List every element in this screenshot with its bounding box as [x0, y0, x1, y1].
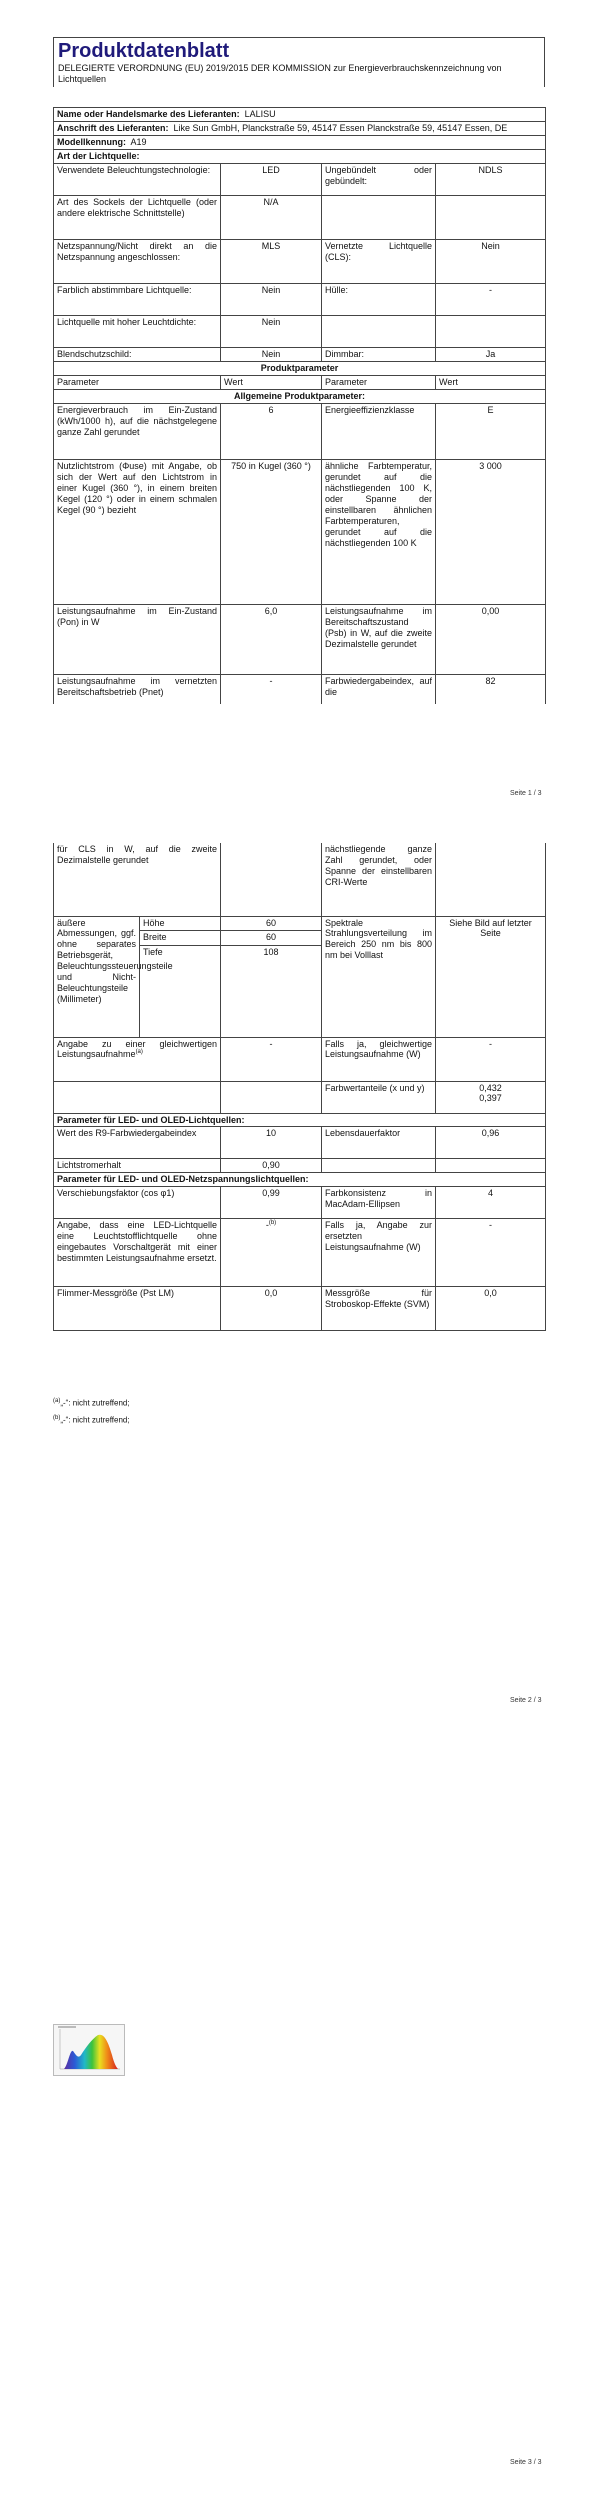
general-params-heading: Allgemeine Produktparameter: — [54, 389, 546, 403]
color-tunable-label: Farblich abstimmbare Lichtquelle: — [54, 283, 221, 315]
spectrum-chart-thumbnail — [53, 2024, 125, 2076]
footnote-b: $^{(b)}$„-“: nicht zutreffend; — [53, 1415, 130, 1425]
high-luminance-value: Nein — [221, 315, 322, 347]
high-luminance-label: Lichtquelle mit hoher Leuchtdichte: — [54, 315, 221, 347]
fluorescent-watt-value: - — [436, 1219, 546, 1287]
col-value-2: Wert — [436, 375, 546, 389]
mains-value: MLS — [221, 239, 322, 283]
light-source-type-heading: Art der Lichtquelle: — [54, 149, 546, 163]
energy-class-label: Energieeffizienzklasse — [322, 403, 436, 459]
energy-value: 6 — [221, 403, 322, 459]
dimmable-label: Dimmbar: — [322, 347, 436, 361]
macadam-value: 4 — [436, 1187, 546, 1219]
supplier-name: LALISU — [244, 109, 276, 119]
psb-value: 0,00 — [436, 604, 546, 674]
tech-value: LED — [221, 163, 322, 195]
energy-class-value: E — [436, 403, 546, 459]
chromaticity-y: 0,397 — [479, 1093, 502, 1104]
cls-label: Vernetzte Lichtquelle (CLS): — [322, 239, 436, 283]
width-value: 60 — [221, 931, 322, 946]
supplier-address-row: Anschrift des Lieferanten: Like Sun GmbH, Planckstraße 59, 45147 Essen Planckstraße 59, 45147 Essen, DE — [54, 121, 546, 135]
r9-value: 10 — [221, 1127, 322, 1159]
mains-params-heading: Parameter für LED- und OLED-Netzspannungslichtquellen: — [54, 1173, 546, 1187]
equiv-power-label: Angabe zu einer gleichwertigen Leistungsaufnahme$^{(a)}$ — [54, 1037, 221, 1081]
glare-value: Nein — [221, 347, 322, 361]
power-factor-value: 0,99 — [221, 1187, 322, 1219]
cct-label: ähnliche Farbtemperatur, gerundet auf die nächstliegenden 100 K, oder Spanne der einstellbaren ähnlichen Farbtemperaturen, gerundet auf die nächstliegenden 100 K — [322, 459, 436, 604]
dimmable-value: Ja — [436, 347, 546, 361]
cls-value: Nein — [436, 239, 546, 283]
supplier-address: Like Sun GmbH, Planckstraße 59, 45147 Essen Planckstraße 59, 45147 Essen, DE — [173, 122, 508, 133]
tech-label: Verwendete Beleuchtungstechnologie: — [54, 163, 221, 195]
energy-label: Energieverbrauch im Ein-Zustand (kWh/1000 h), auf die nächstgelegene ganze Zahl gerundet — [54, 403, 221, 459]
svm-value: 0,0 — [436, 1287, 546, 1331]
col-param-2: Parameter — [322, 375, 436, 389]
cri-label-part1: Farbwiedergabeindex, auf die — [322, 674, 436, 704]
col-param-1: Parameter — [54, 375, 221, 389]
color-tunable-value: Nein — [221, 283, 322, 315]
supplier-name-row: Name oder Handelsmarke des Lieferanten: LALISU — [54, 108, 546, 122]
height-value: 60 — [221, 916, 322, 931]
r9-label: Wert des R9-Farbwiedergabeindex — [54, 1127, 221, 1159]
flux-label: Nutzlichtstrom (Φuse) mit Angabe, ob sich der Wert auf den Lichtstrom in einer Kugel (360 °), in einem breiten Kegel (120 °) oder in einem schmalen Kegel (90 °) bezieht — [54, 459, 221, 604]
datasheet-table-page2 — [53, 843, 546, 1331]
width-label: Breite — [140, 931, 221, 946]
power-factor-label: Verschiebungsfaktor (cos φ1) — [54, 1187, 221, 1219]
svm-label: Messgröße für Stroboskop-Effekte (SVM) — [322, 1287, 436, 1331]
led-params-heading: Parameter für LED- und OLED-Lichtquellen: — [54, 1113, 546, 1127]
col-value-1: Wert — [221, 375, 322, 389]
pnet-label-part2: für CLS in W, auf die zweite Dezimalstelle gerundet — [54, 843, 221, 916]
fluorescent-watt-label: Falls ja, Angabe zur ersetzten Leistungsaufnahme (W) — [322, 1219, 436, 1287]
survival-factor-label: Lebensdauerfaktor — [322, 1127, 436, 1159]
cct-value: 3 000 — [436, 459, 546, 604]
lumen-maintenance-label: Lichtstromerhalt — [54, 1159, 221, 1173]
envelope-label: Hülle: — [322, 283, 436, 315]
depth-label: Tiefe — [140, 945, 221, 1037]
spd-value: Siehe Bild auf letzter Seite — [436, 916, 546, 1037]
glare-label: Blendschutzschild: — [54, 347, 221, 361]
spd-label: Spektrale Strahlungsverteilung im Bereich 250 nm bis 800 nm bei Volllast — [322, 916, 436, 1037]
dimensions-label: äußere Abmessungen, ggf. ohne separates Betriebsgerät, Beleuchtungssteuerungsteile und Nicht-Beleuchtungsteile (Millimeter) — [54, 916, 140, 1037]
socket-value: N/A — [221, 195, 322, 239]
socket-label: Art des Sockels der Lichtquelle (oder andere elektrische Schnittstelle) — [54, 195, 221, 239]
fluorescent-replacement-value: -$^{(b)}$ — [221, 1219, 322, 1287]
psb-label: Leistungsaufnahme im Bereitschaftszustand (Psb) in W, auf die zweite Dezimalstelle gerundet — [322, 604, 436, 674]
pnet-value: - — [221, 674, 322, 704]
model-row: Modellkennung: A19 — [54, 135, 546, 149]
flicker-label: Flimmer-Messgröße (Pst LM) — [54, 1287, 221, 1331]
mains-label: Netzspannung/Nicht direkt an die Netzspannung angeschlossen: — [54, 239, 221, 283]
spectrum-icon — [54, 2025, 124, 2075]
footnote-a: $^{(a)}$„-“: nicht zutreffend; — [53, 1398, 130, 1408]
datasheet-table-page1 — [53, 107, 546, 704]
equiv-watt-label: Falls ja, gleichwertige Leistungsaufnahme (W) — [322, 1037, 436, 1081]
equiv-power-value: - — [221, 1037, 322, 1081]
chromaticity-value — [436, 1081, 546, 1113]
model-id: A19 — [130, 136, 147, 147]
flicker-value: 0,0 — [221, 1287, 322, 1331]
pon-value: 6,0 — [221, 604, 322, 674]
nondirectional-value: NDLS — [436, 163, 546, 195]
lumen-maintenance-value: 0,90 — [221, 1159, 322, 1173]
equiv-watt-value: - — [436, 1037, 546, 1081]
macadam-label: Farbkonsistenz in MacAdam-Ellipsen — [322, 1187, 436, 1219]
page-number-3: Seite 3 / 3 — [510, 2459, 542, 2466]
product-params-heading: Produktparameter — [54, 361, 546, 375]
fluorescent-replacement-label: Angabe, dass eine LED-Lichtquelle eine Leuchtstofflichtquelle ohne eingebautes Vorschaltgerät mit einer bestimmten Leistungsaufnahme ersetzt. — [54, 1219, 221, 1287]
page-title: Produktdatenblatt — [58, 40, 230, 62]
cri-label-part2: nächstliegende ganze Zahl gerundet, oder Spanne der einstellbaren CRI-Werte — [322, 843, 436, 916]
envelope-value: - — [436, 283, 546, 315]
page-number-2: Seite 2 / 3 — [510, 1697, 542, 1704]
flux-value: 750 in Kugel (360 °) — [221, 459, 322, 604]
page-number-1: Seite 1 / 3 — [510, 790, 542, 797]
chromaticity-x: 0,432 — [479, 1082, 502, 1093]
pnet-label-part1: Leistungsaufnahme im vernetzten Bereitschaftsbetrieb (Pnet) — [54, 674, 221, 704]
nondirectional-label: Ungebündelt oder gebündelt: — [322, 163, 436, 195]
depth-value: 108 — [221, 945, 322, 1037]
cri-value: 82 — [436, 674, 546, 704]
survival-factor-value: 0,96 — [436, 1127, 546, 1159]
regulation-text: DELEGIERTE VERORDNUNG (EU) 2019/2015 DER KOMMISSION zur Energieverbrauchskennzeichnung von Lichtquellen — [58, 63, 502, 84]
chromaticity-label: Farbwertanteile (x und y) — [322, 1081, 436, 1113]
pon-label: Leistungsaufnahme im Ein-Zustand (Pon) in W — [54, 604, 221, 674]
height-label: Höhe — [140, 916, 221, 931]
header-box — [53, 37, 545, 87]
